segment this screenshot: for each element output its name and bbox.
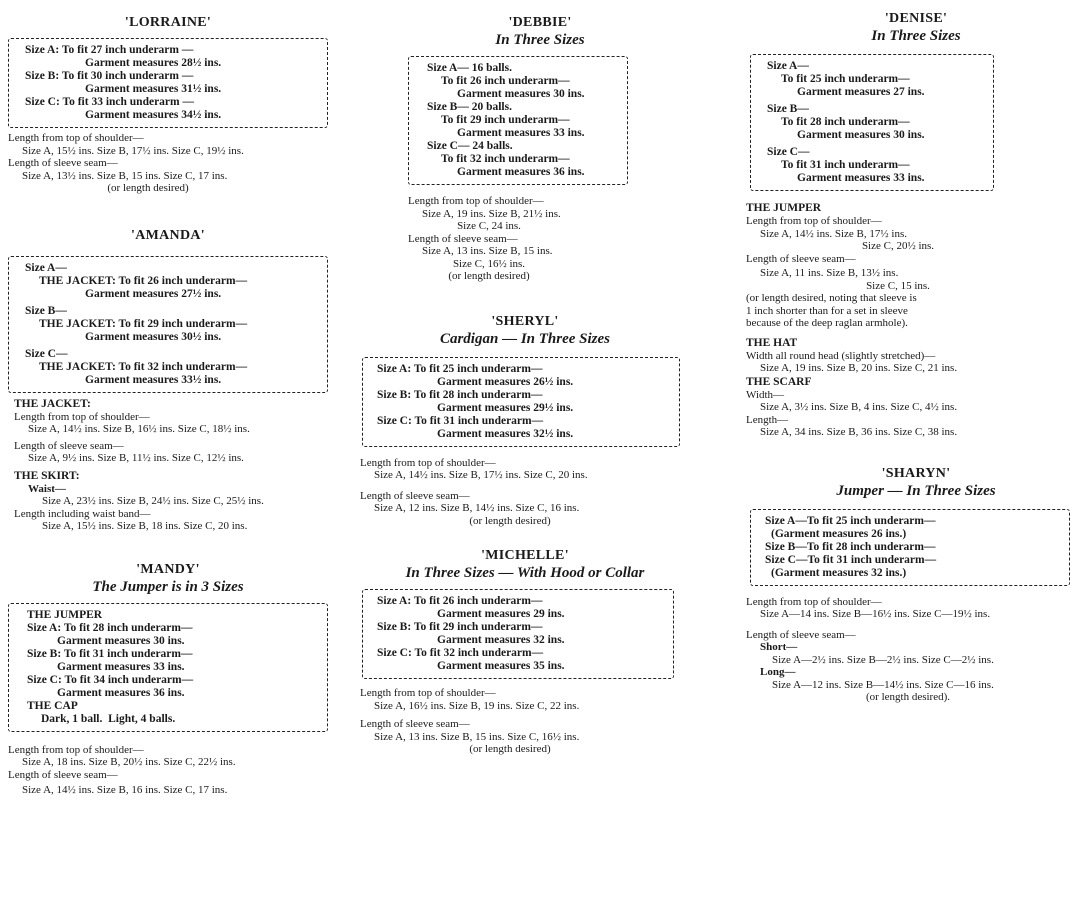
box-line: Size B— 20 balls. [427, 101, 512, 113]
section-heading: THE HAT [746, 336, 798, 349]
size-box [8, 38, 328, 128]
pattern-subtitle: In Three Sizes [495, 32, 585, 48]
size-box [362, 589, 674, 679]
measurement-length: Length from top of shoulder— Size A—14 ins. Size B—16½ ins. Size C—19½ ins. [746, 595, 991, 620]
box-line: Garment measures 29½ ins. [437, 401, 574, 414]
box-line: Garment measures 26½ ins. [437, 375, 574, 388]
box-line: Size A: To fit 28 inch underarm— [27, 621, 193, 634]
box-line: Garment measures 35 ins. [437, 660, 565, 672]
box-line: Size C— 24 balls. [427, 140, 513, 152]
pattern-title: 'MICHELLE' [481, 548, 569, 563]
box-line: Garment measures 27 ins. [797, 86, 925, 98]
box-line: THE JUMPER [27, 608, 103, 621]
box-line: Size B: To fit 28 inch underarm— [377, 388, 543, 401]
box-line: Garment measures 36 ins. [57, 686, 185, 699]
box-line: Garment measures 31½ ins. [85, 83, 222, 95]
column-middle [360, 0, 680, 756]
measurement-length: Length from top of shoulder— Size A, 14½ ins. Size B, 17½ ins. Size C, 20½ ins. [746, 215, 935, 252]
box-line: Garment measures 36 ins. [457, 166, 585, 178]
measurement-sleeve: Length of sleeve seam— Size A, 14½ ins. Size B, 16 ins. Size C, 17 ins. [8, 768, 228, 796]
box-line: Garment measures 33 ins. [57, 660, 185, 673]
box-line: Size A: To fit 27 inch underarm — [25, 44, 194, 56]
sleeve-note: (or length desired, noting that sleeve is 1 inch shorter than for a set in sleeve because of the deep raglan armhole). [746, 292, 917, 329]
measurement-scarf-width: Width— Size A, 3½ ins. Size B, 4 ins. Size C, 4½ ins. [746, 388, 958, 413]
size-box [750, 54, 994, 191]
box-line: Size C: To fit 33 inch underarm — [25, 96, 194, 108]
pattern-subtitle: In Three Sizes [871, 28, 961, 44]
box-line: To fit 32 inch underarm— [441, 153, 570, 165]
pattern-title: 'AMANDA' [131, 227, 205, 243]
pattern-title: 'LORRAINE' [124, 15, 212, 30]
pattern-title: 'SHERYL' [491, 313, 559, 329]
box-line: Size C: To fit 31 inch underarm— [377, 414, 544, 427]
section-heading: THE JACKET: [14, 397, 91, 410]
pattern-sheryl [360, 313, 680, 528]
box-line: Garment measures 30 ins. [57, 634, 185, 647]
size-box [8, 256, 328, 393]
box-line: Size C: To fit 34 inch underarm— [27, 673, 194, 686]
section-heading: THE SCARF [746, 375, 812, 388]
box-line: Garment measures 30 ins. [457, 88, 585, 100]
box-line: Size A— 16 balls. [427, 62, 512, 74]
pattern-subtitle: In Three Sizes — With Hood or Collar [405, 565, 645, 581]
measurement-sleeve: Length of sleeve seam— Size A, 13½ ins. Size B, 15 ins. Size C, 17 ins. (or length desired) [8, 157, 228, 194]
measurement-sleeve: Length of sleeve seam— Size A, 9½ ins. Size B, 11½ ins. Size C, 12½ ins. [14, 439, 244, 464]
box-line: Garment measures 33 ins. [457, 127, 585, 139]
box-line: To fit 26 inch underarm— [441, 75, 570, 87]
column-right [746, 0, 1070, 704]
box-line: Size B: To fit 31 inch underarm— [27, 647, 193, 660]
box-line: Garment measures 27½ ins. [85, 287, 222, 300]
box-line: Size B: To fit 29 inch underarm— [377, 621, 543, 633]
box-line: Garment measures 30 ins. [797, 129, 925, 141]
box-line: Size B— [767, 103, 809, 115]
pattern-lorraine [8, 14, 328, 195]
box-line: Size C: To fit 32 inch underarm— [377, 647, 544, 659]
box-line: Garment measures 30½ ins. [85, 330, 222, 343]
measurement-hat: Width all round head (slightly stretched)— Size A, 19 ins. Size B, 20 ins. Size C, 21 ins. [746, 349, 958, 374]
pattern-mandy [8, 561, 328, 797]
measurement-length: Length from top of shoulder— Size A, 14½ ins. Size B, 16½ ins. Size C, 18½ ins. [14, 410, 250, 435]
box-line: Size A— [25, 261, 67, 274]
box-line: To fit 25 inch underarm— [781, 73, 910, 85]
size-box [408, 56, 628, 185]
box-line: THE JACKET: To fit 26 inch underarm— [39, 274, 248, 287]
box-line: Garment measures 28½ ins. [85, 57, 222, 69]
pattern-denise [746, 10, 1070, 439]
measurement-sleeve: Length of sleeve seam— Size A, 13 ins. Size B, 15 ins. Size C, 16½ ins. (or length desired) [408, 232, 553, 282]
pattern-debbie [360, 14, 680, 283]
box-line: THE JACKET: To fit 32 inch underarm— [39, 360, 248, 373]
measurement-length: Length from top of shoulder— Size A, 15½ ins. Size B, 17½ ins. Size C, 19½ ins. [8, 132, 244, 157]
box-line: Garment measures 34½ ins. [85, 109, 222, 121]
measurement-length: Length from top of shoulder— Size A, 16½ ins. Size B, 19 ins. Size C, 22 ins. [360, 687, 580, 712]
measurement-length: Length from top of shoulder— Size A, 18 ins. Size B, 20½ ins. Size C, 22½ ins. [8, 743, 236, 768]
pattern-subtitle: Jumper — In Three Sizes [836, 482, 996, 499]
pattern-title: 'MANDY' [136, 561, 200, 577]
box-line: (Garment measures 32 ins.) [771, 566, 907, 579]
measurement-scarf-length: Length— Size A, 34 ins. Size B, 36 ins. Size C, 38 ins. [746, 413, 958, 438]
section-heading: THE SKIRT: [14, 469, 80, 482]
box-line: To fit 28 inch underarm— [781, 116, 910, 128]
box-line: Size B—To fit 28 inch underarm— [765, 540, 936, 553]
measurement-sleeve: Length of sleeve seam— Size A, 13 ins. Size B, 15 ins. Size C, 16½ ins. (or length desired) [360, 718, 580, 755]
measurement-waistband: Length including waist band— Size A, 15½ ins. Size B, 18 ins. Size C, 20 ins. [14, 507, 248, 532]
box-line: (Garment measures 26 ins.) [771, 527, 907, 540]
box-line: Garment measures 29 ins. [437, 608, 565, 620]
pattern-title: 'SHARYN' [881, 465, 951, 481]
box-line: THE JACKET: To fit 29 inch underarm— [39, 317, 248, 330]
pattern-title: 'DENISE' [884, 11, 948, 26]
pattern-title: 'DEBBIE' [508, 15, 572, 30]
measurement-sleeve: Length of sleeve seam— Size A, 11 ins. Size B, 13½ ins. Size C, 15 ins. [746, 252, 930, 292]
box-line: Size A—To fit 25 inch underarm— [765, 514, 936, 527]
box-line: Size A: To fit 25 inch underarm— [377, 362, 543, 375]
box-line: To fit 29 inch underarm— [441, 114, 570, 126]
box-line: Dark, 1 ball. Light, 4 balls. [41, 712, 176, 725]
box-line: Garment measures 33 ins. [797, 172, 925, 184]
box-line: Size A: To fit 26 inch underarm— [377, 595, 543, 607]
box-line: To fit 31 inch underarm— [781, 159, 910, 171]
pattern-michelle [360, 547, 680, 756]
box-line: Garment measures 33½ ins. [85, 373, 222, 386]
measurement-length: Length from top of shoulder— Size A, 14½ ins. Size B, 17½ ins. Size C, 20 ins. [360, 456, 588, 481]
pattern-subtitle: Cardigan — In Three Sizes [439, 330, 611, 347]
box-line: Size C— [767, 146, 810, 158]
box-line: Size B: To fit 30 inch underarm — [25, 70, 194, 82]
measurement-sleeve: Length of sleeve seam— Size A, 12 ins. Size B, 14½ ins. Size C, 16 ins. (or length desired) [360, 489, 580, 527]
box-line: Size B— [25, 304, 67, 317]
pattern-amanda [8, 227, 328, 533]
box-line: Garment measures 32 ins. [437, 634, 565, 646]
box-line: Size A— [767, 60, 809, 72]
pattern-subtitle: The Jumper is in 3 Sizes [92, 578, 244, 595]
box-line: Size C—To fit 31 inch underarm— [765, 553, 937, 566]
measurement-length: Length from top of shoulder— Size A, 19 ins. Size B, 21½ ins. Size C, 24 ins. [408, 195, 561, 232]
measurement-waist: Waist— Size A, 23½ ins. Size B, 24½ ins. Size C, 25½ ins. [28, 482, 264, 507]
column-left [8, 0, 328, 797]
section-heading: THE JUMPER [746, 202, 822, 214]
size-box [362, 357, 680, 447]
size-box [750, 509, 1070, 586]
measurement-sleeve: Length of sleeve seam— Short— Size A—2½ ins. Size B—2½ ins. Size C—2½ ins. Long— Size A—12 ins. Size B—14½ ins. Size C—16 ins. (or length desired). [746, 628, 994, 703]
box-line: Garment measures 32½ ins. [437, 427, 574, 440]
box-line: THE CAP [27, 699, 78, 712]
size-box [8, 603, 328, 732]
pattern-sharyn [746, 465, 1070, 704]
box-line: Size C— [25, 347, 68, 360]
